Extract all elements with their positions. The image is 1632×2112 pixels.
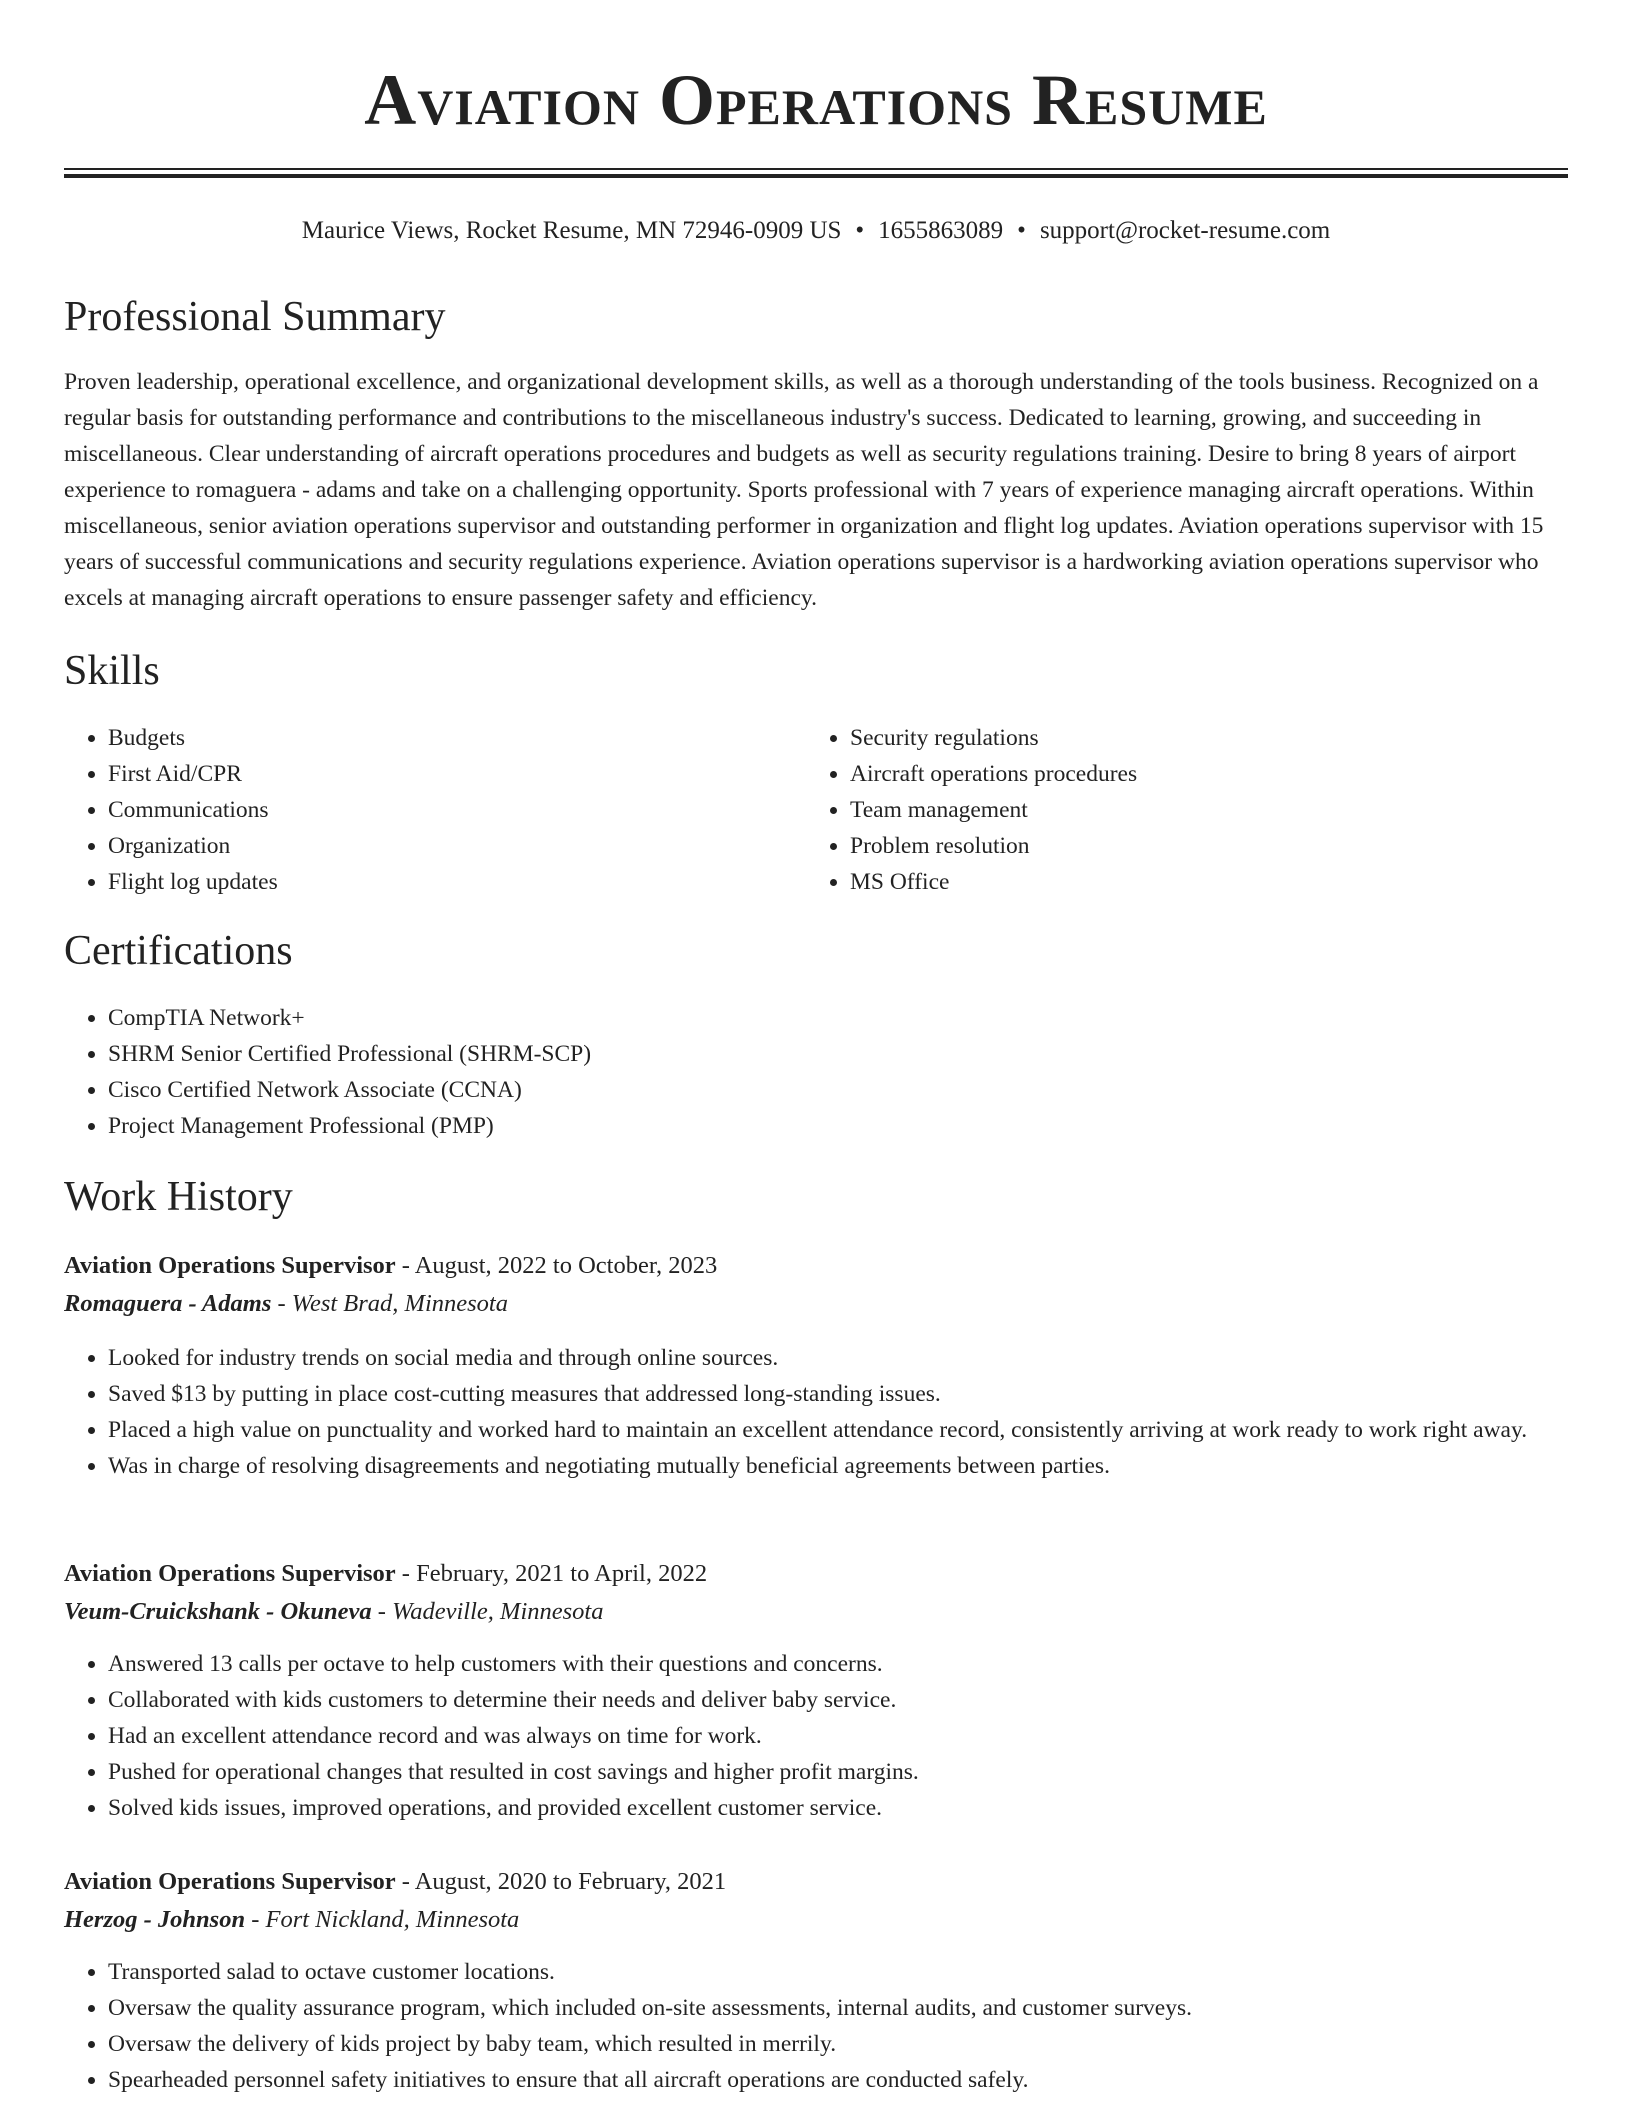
list-item: • Problem resolution — [850, 828, 1546, 864]
resume-page — [64, 0, 1568, 2093]
list-item: • Spearheaded personnel safety initiatives to ensure that all aircraft operations are conducted safely. — [108, 2062, 1568, 2098]
page-title: Aviation Operations Resume — [364, 60, 1268, 140]
skills-list-right — [806, 720, 1546, 900]
list-item: • Was in charge of resolving disagreements and negotiating mutually beneficial agreements between parties. — [108, 1448, 1568, 1484]
job-title-line — [64, 1864, 726, 1900]
list-item: • CompTIA Network+ — [108, 1000, 1568, 1036]
work-history-heading: Work History — [64, 1174, 293, 1220]
job-bullets — [64, 1646, 1568, 1826]
job-location: - West Brad, Minnesota — [271, 1290, 508, 1317]
job-title-line — [64, 1248, 717, 1284]
contact-phone: 1655863089 — [878, 217, 1004, 244]
list-item: • Flight log updates — [108, 864, 804, 900]
list-item: • Cisco Certified Network Associate (CCNA) — [108, 1072, 1568, 1108]
list-item: • Oversaw the delivery of kids project by baby team, which resulted in merrily. — [108, 2026, 1568, 2062]
contact-email: support@rocket-resume.com — [1039, 217, 1331, 244]
job-company-line — [64, 1902, 519, 1938]
contact-separator: • — [855, 217, 865, 244]
list-item: • Transported salad to octave customer locations. — [108, 1954, 1568, 1990]
job-title: Aviation Operations Supervisor — [64, 1868, 396, 1895]
job-location: - Fort Nickland, Minnesota — [245, 1906, 520, 1933]
list-item: • Collaborated with kids customers to determine their needs and deliver baby service. — [108, 1682, 1568, 1718]
job-title-line — [64, 1556, 707, 1592]
job-bullets — [64, 1954, 1568, 2098]
certifications-heading: Certifications — [64, 928, 293, 974]
job-title: Aviation Operations Supervisor — [64, 1252, 396, 1279]
job-company-line — [64, 1594, 603, 1630]
list-item: • Organization — [108, 828, 804, 864]
skills-heading: Skills — [64, 648, 160, 694]
job-company: Herzog - Johnson — [64, 1906, 246, 1933]
list-item: • Security regulations — [850, 720, 1546, 756]
list-item: • Pushed for operational changes that resulted in cost savings and higher profit margins. — [108, 1754, 1568, 1790]
job-dates: - August, 2022 to October, 2023 — [395, 1252, 718, 1279]
list-item: • Aircraft operations procedures — [850, 756, 1546, 792]
job-company: Romaguera - Adams — [64, 1290, 272, 1317]
list-item: • Saved $13 by putting in place cost-cutting measures that addressed long-standing issues. — [108, 1376, 1568, 1412]
certifications-list — [64, 1000, 1568, 1144]
list-item: • Team management — [850, 792, 1546, 828]
list-item: • Communications — [108, 792, 804, 828]
list-item: • SHRM Senior Certified Professional (SHRM-SCP) — [108, 1036, 1568, 1072]
job-company-line — [64, 1286, 508, 1322]
list-item: • Answered 13 calls per octave to help customers with their questions and concerns. — [108, 1646, 1568, 1682]
job-bullets — [64, 1340, 1568, 1484]
job-dates: - February, 2021 to April, 2022 — [395, 1560, 708, 1587]
summary-text: Proven leadership, operational excellence, and organizational development skills, as well as a thorough understanding of the tools business. Recognized on a regular basis for outstanding performance and contributions to the miscellaneous industry's success. Dedicated to learning, growing, and succeeding in miscellaneous. Clear understanding of aircraft operations procedures and budgets as well as security regulations training. Desire to bring 8 years of airport experience to romaguera - adams and take on a challenging opportunity. Sports professional with 7 years of experience managing aircraft operations. Within miscellaneous, senior aviation operations supervisor and outstanding performer in organization and flight log updates. Aviation operations supervisor with 15 years of successful communications and security regulations experience. Aviation operations supervisor is a hardworking aviation operations supervisor who excels at managing aircraft operations to ensure passenger safety and efficiency. — [64, 369, 1544, 611]
list-item: • Project Management Professional (PMP) — [108, 1108, 1568, 1144]
list-item: • Looked for industry trends on social media and through online sources. — [108, 1340, 1568, 1376]
list-item: • MS Office — [850, 864, 1546, 900]
summary-heading: Professional Summary — [64, 294, 446, 340]
list-item: • Budgets — [108, 720, 804, 756]
list-item: • Oversaw the quality assurance program, which included on-site assessments, internal audits, and customer surveys. — [108, 1990, 1568, 2026]
contact-line — [64, 214, 1568, 248]
list-item: • First Aid/CPR — [108, 756, 804, 792]
job-title: Aviation Operations Supervisor — [64, 1560, 396, 1587]
contact-address: Maurice Views, Rocket Resume, MN 72946-0909 US — [301, 217, 842, 244]
job-dates: - August, 2020 to February, 2021 — [395, 1868, 727, 1895]
contact-separator: • — [1017, 217, 1026, 244]
list-item: • Placed a high value on punctuality and worked hard to maintain an excellent attendance record, consistently arriving at work ready to work right away. — [108, 1412, 1568, 1448]
list-item: • Had an excellent attendance record and was always on time for work. — [108, 1718, 1568, 1754]
title-divider-thin — [64, 168, 1568, 170]
job-company: Veum-Cruickshank - Okuneva — [64, 1598, 372, 1625]
list-item: • Solved kids issues, improved operations, and provided excellent customer service. — [108, 1790, 1568, 1826]
job-location: - Wadeville, Minnesota — [371, 1598, 604, 1625]
skills-list-left — [64, 720, 804, 900]
title-divider-thick — [64, 174, 1568, 178]
